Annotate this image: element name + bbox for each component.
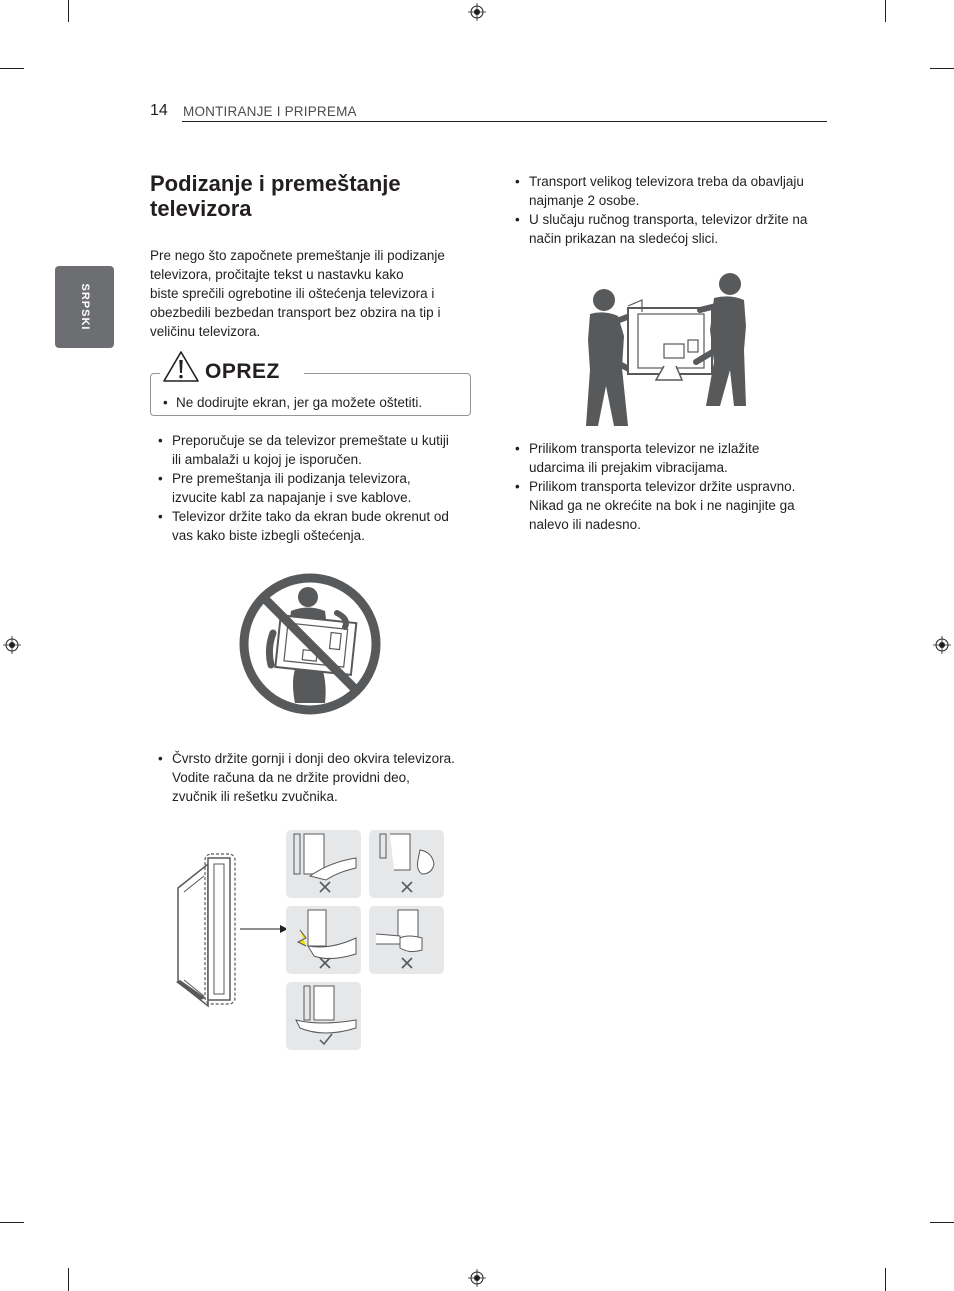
list-item-line: ili ambalaži u kojoj je isporučen. (172, 452, 362, 467)
registration-mark-icon (933, 636, 951, 654)
crop-mark (885, 1268, 886, 1291)
registration-mark-icon (468, 3, 486, 21)
grip-panel-wrong-1 (286, 830, 361, 898)
section-title: MONTIRANJE I PRIPREMA (183, 104, 357, 119)
crop-mark (885, 0, 886, 22)
crop-mark (0, 1222, 24, 1223)
list-item-line: nalevo ili nadesno. (529, 517, 641, 532)
list-item (507, 210, 807, 248)
caution-item: • Ne dodirujte ekran, jer ga možete oštetiti. (163, 393, 422, 412)
list-item-line: izvucite kabl za napajanje i sve kablove. (172, 490, 412, 505)
list-item-line: udarcima ili prejakim vibracijama. (529, 460, 728, 475)
intro-line: Pre nego što započnete premeštanje ili podizanje (150, 248, 445, 263)
crop-mark (68, 0, 69, 22)
grip-panel-wrong-3 (286, 906, 361, 974)
list-item-line: Nikad ga ne okrećite na bok i ne naginjite ga (529, 498, 795, 513)
intro-line: biste sprečili ogrebotine ili oštećenja televizora i (150, 286, 435, 301)
list-item (150, 469, 411, 507)
intro-paragraph (150, 246, 445, 341)
grip-panel-wrong-2 (369, 830, 444, 898)
list-item-line: način prikazan na sledećoj slici. (529, 231, 719, 246)
registration-mark-icon (468, 1269, 486, 1287)
grip-panel-correct (286, 982, 361, 1050)
list-item (150, 507, 449, 545)
list-item-line: • Preporučuje se da televizor premeštate u kutiji (172, 433, 449, 448)
language-tab-label: SRPSKI (78, 283, 91, 331)
list-item-line: • Čvrsto držite gornji i donji deo okvira televizora. (172, 751, 455, 766)
list-item-line: zvučnik ili rešetku zvučnika. (172, 789, 338, 804)
list-item (507, 439, 759, 477)
caution-title: OPREZ (205, 360, 280, 383)
warning-triangle-icon (162, 350, 200, 383)
list-item (507, 172, 804, 210)
list-item-line: Vodite računa da ne držite providni deo, (172, 770, 410, 785)
list-item-line: • Pre premeštanja ili podizanja televizora, (172, 471, 411, 486)
intro-line: veličinu televizora. (150, 324, 261, 339)
list-item-line: • U slučaju ručnog transporta, televizor držite na (529, 212, 808, 227)
language-tab (55, 266, 114, 348)
grip-panel-wrong-4 (369, 906, 444, 974)
intro-line: obezbedili bezbedan transport bez obzira na tip i (150, 305, 441, 320)
list-item (150, 431, 449, 469)
list-item-line: • Televizor držite tako da ekran bude okrenut od (172, 509, 449, 524)
crop-mark (0, 68, 24, 69)
tv-grip-illustration (170, 830, 450, 1054)
crop-mark (68, 1268, 69, 1291)
list-item (150, 749, 455, 806)
list-item (507, 477, 795, 534)
registration-mark-icon (3, 636, 21, 654)
page-number: 14 (150, 102, 168, 119)
caution-header (160, 350, 304, 388)
crop-mark (930, 68, 954, 69)
two-person-carry-illustration (584, 270, 750, 430)
list-item-line: najmanje 2 osobe. (529, 193, 640, 208)
list-item-line: vas kako biste izbegli oštećenja. (172, 528, 365, 543)
list-item-line: • Prilikom transporta televizor ne izlažite (529, 441, 760, 456)
page-title: Podizanje i premeštanje televizora (150, 171, 401, 221)
crop-mark (930, 1222, 954, 1223)
intro-line: televizora, pročitajte tekst u nastavku kako (150, 267, 404, 282)
list-item-line: • Transport velikog televizora treba da obavljaju (529, 174, 804, 189)
list-item-line: • Prilikom transporta televizor držite uspravno. (529, 479, 796, 494)
prohibited-carry-illustration (237, 571, 383, 717)
header-rule (182, 121, 827, 122)
